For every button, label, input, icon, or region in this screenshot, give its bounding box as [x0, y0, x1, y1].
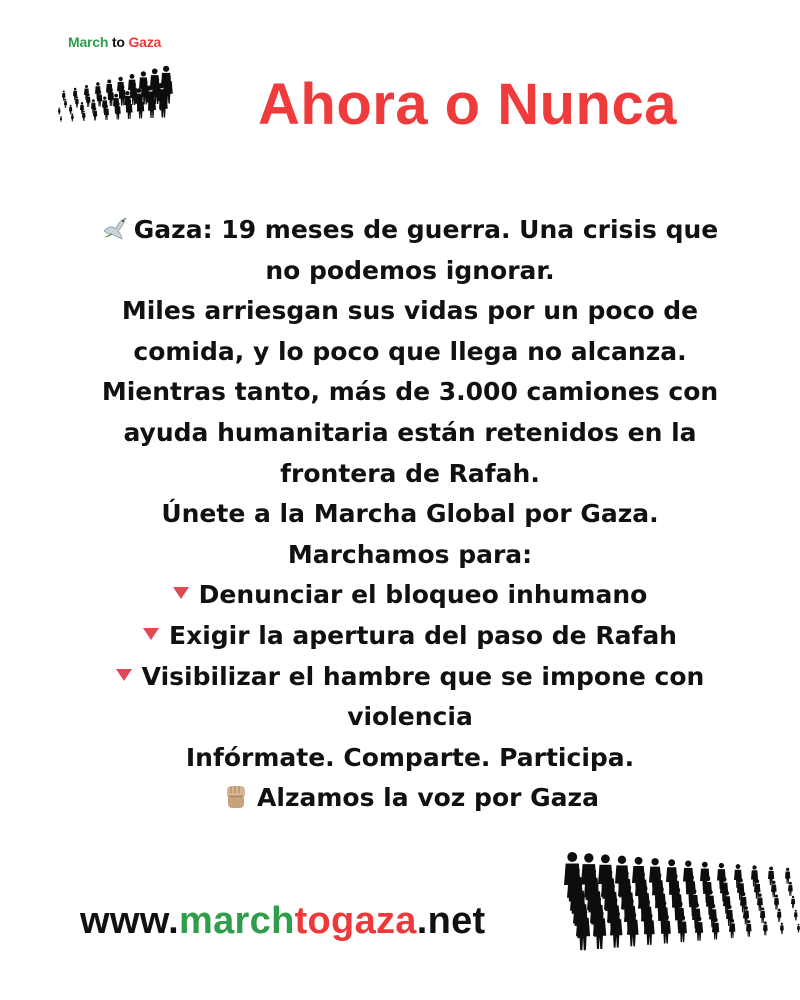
- message-line-text: Exigir la apertura del paso de Rafah: [169, 620, 677, 650]
- message-line-text: violencia: [347, 702, 473, 732]
- logo-crowd-icon: [58, 48, 178, 128]
- person-icon: [751, 865, 758, 886]
- person-icon: [58, 108, 61, 116]
- message-line: [80, 332, 740, 373]
- page-title: Ahora o Nunca: [258, 72, 677, 137]
- person-icon: [763, 921, 768, 935]
- message-line: [80, 616, 740, 657]
- message-line: [80, 697, 740, 738]
- message-line-text: ayuda humanitaria están retenidos en la: [123, 417, 697, 447]
- march-to-gaza-logo: [58, 28, 178, 128]
- message-line-text: Gaza: 19 meses de guerra. Una crisis que: [133, 215, 719, 244]
- message-line: [80, 210, 740, 251]
- message-line: [80, 657, 740, 698]
- message-line: [80, 778, 740, 819]
- message-line: [80, 454, 740, 495]
- message-line: [80, 535, 740, 576]
- website-url[interactable]: [80, 896, 486, 946]
- person-icon: [791, 896, 795, 908]
- website-url-march: march: [179, 900, 295, 942]
- logo-text-to: to: [108, 34, 129, 50]
- message-line-text: Denunciar el bloqueo inhumano: [198, 580, 648, 610]
- message-line: [80, 413, 740, 454]
- message-line: [80, 291, 740, 332]
- message-line-text: Visibilizar el hambre que se impone con: [141, 661, 705, 691]
- person-icon: [780, 923, 784, 934]
- person-icon: [788, 882, 793, 896]
- message-line-text: Marchamos para:: [287, 539, 533, 569]
- message-line-text: Miles arriesgan sus vidas por un poco de: [121, 296, 699, 326]
- message-line: [80, 738, 740, 779]
- person-icon: [73, 88, 77, 101]
- logo-text-march: March: [68, 34, 109, 50]
- message-line: [80, 251, 740, 292]
- person-icon: [71, 113, 74, 121]
- marching-crowd-image: [560, 828, 800, 988]
- message-line-text: Mientras tanto, más de 3.000 camiones con: [101, 377, 719, 407]
- message-line: [80, 575, 740, 616]
- person-icon: [785, 868, 790, 884]
- red-triangle-icon: [116, 669, 132, 681]
- red-triangle-icon: [173, 587, 189, 599]
- message-line-text: comida, y lo poco que llega no alcanza.: [133, 336, 687, 366]
- person-icon: [60, 116, 62, 122]
- person-icon: [777, 909, 781, 922]
- message-line-text: no podemos ignorar.: [265, 255, 555, 285]
- message-line-text: Únete a la Marcha Global por Gaza.: [161, 499, 659, 529]
- dove-icon: [102, 215, 128, 241]
- message-line-text: frontera de Rafah.: [280, 458, 540, 488]
- raised-fist-icon: [221, 781, 251, 811]
- website-url-net: .net: [416, 900, 486, 942]
- message-body: [80, 210, 740, 819]
- person-icon: [69, 105, 72, 115]
- website-url-togaza: togaza: [294, 900, 417, 942]
- message-line: [80, 372, 740, 413]
- message-line: [80, 494, 740, 535]
- person-icon: [794, 910, 798, 921]
- logo-text-gaza: Gaza: [128, 34, 162, 50]
- message-line-text: Alzamos la voz por Gaza: [257, 783, 599, 813]
- red-triangle-icon: [143, 628, 159, 640]
- website-url-www: www.: [80, 900, 180, 942]
- message-line-text: Infórmate. Comparte. Participa.: [185, 742, 635, 772]
